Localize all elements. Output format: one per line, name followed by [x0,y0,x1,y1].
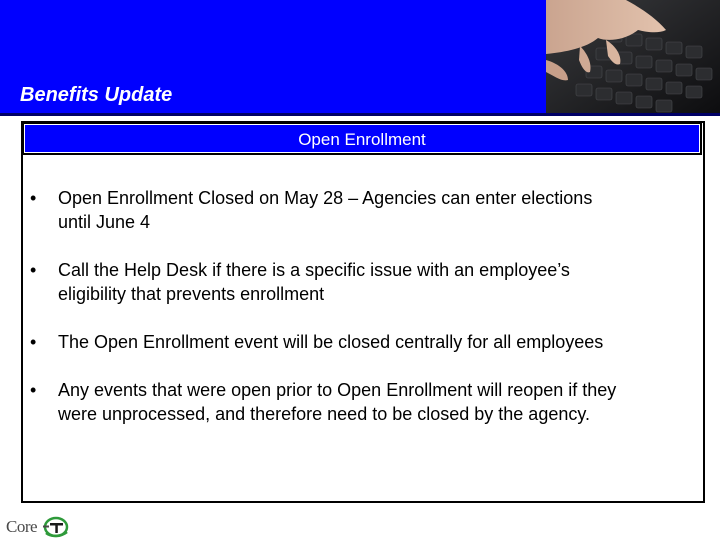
keyboard-photo-graphic [546,0,720,113]
bullet-line: until June 4 [58,212,151,232]
list-item [30,186,680,234]
bullet-marker: • [30,188,37,208]
list-item [30,330,680,354]
bullet-marker: • [30,332,37,352]
list-item [30,258,680,306]
bullet-line: were unprocessed, and therefore need to be closed by the agency. [58,404,591,424]
bullet-line: eligibility that prevents enrollment [58,284,325,304]
ct-mark-icon [43,514,69,538]
list-item [30,378,680,426]
subtitle-text: Open Enrollment [298,130,426,149]
logo-text: Core [6,517,38,536]
page-title: Benefits Update [20,84,173,106]
bullet-line: Any events that were open prior to Open Enrollment will reopen if they [58,380,617,400]
bullet-marker: • [30,380,37,400]
header-divider [0,113,720,116]
bullet-line: Open Enrollment Closed on May 28 – Agencies can enter elections [58,188,593,208]
subtitle-bar [22,122,702,155]
bullet-list [30,186,680,450]
core-ct-logo [6,512,76,540]
bullet-marker: • [30,260,37,280]
bullet-line: Call the Help Desk if there is a specific issue with an employee’s [58,260,570,280]
keyboard-photo-image [546,0,720,113]
bullet-line: The Open Enrollment event will be closed centrally for all employees [58,332,604,352]
